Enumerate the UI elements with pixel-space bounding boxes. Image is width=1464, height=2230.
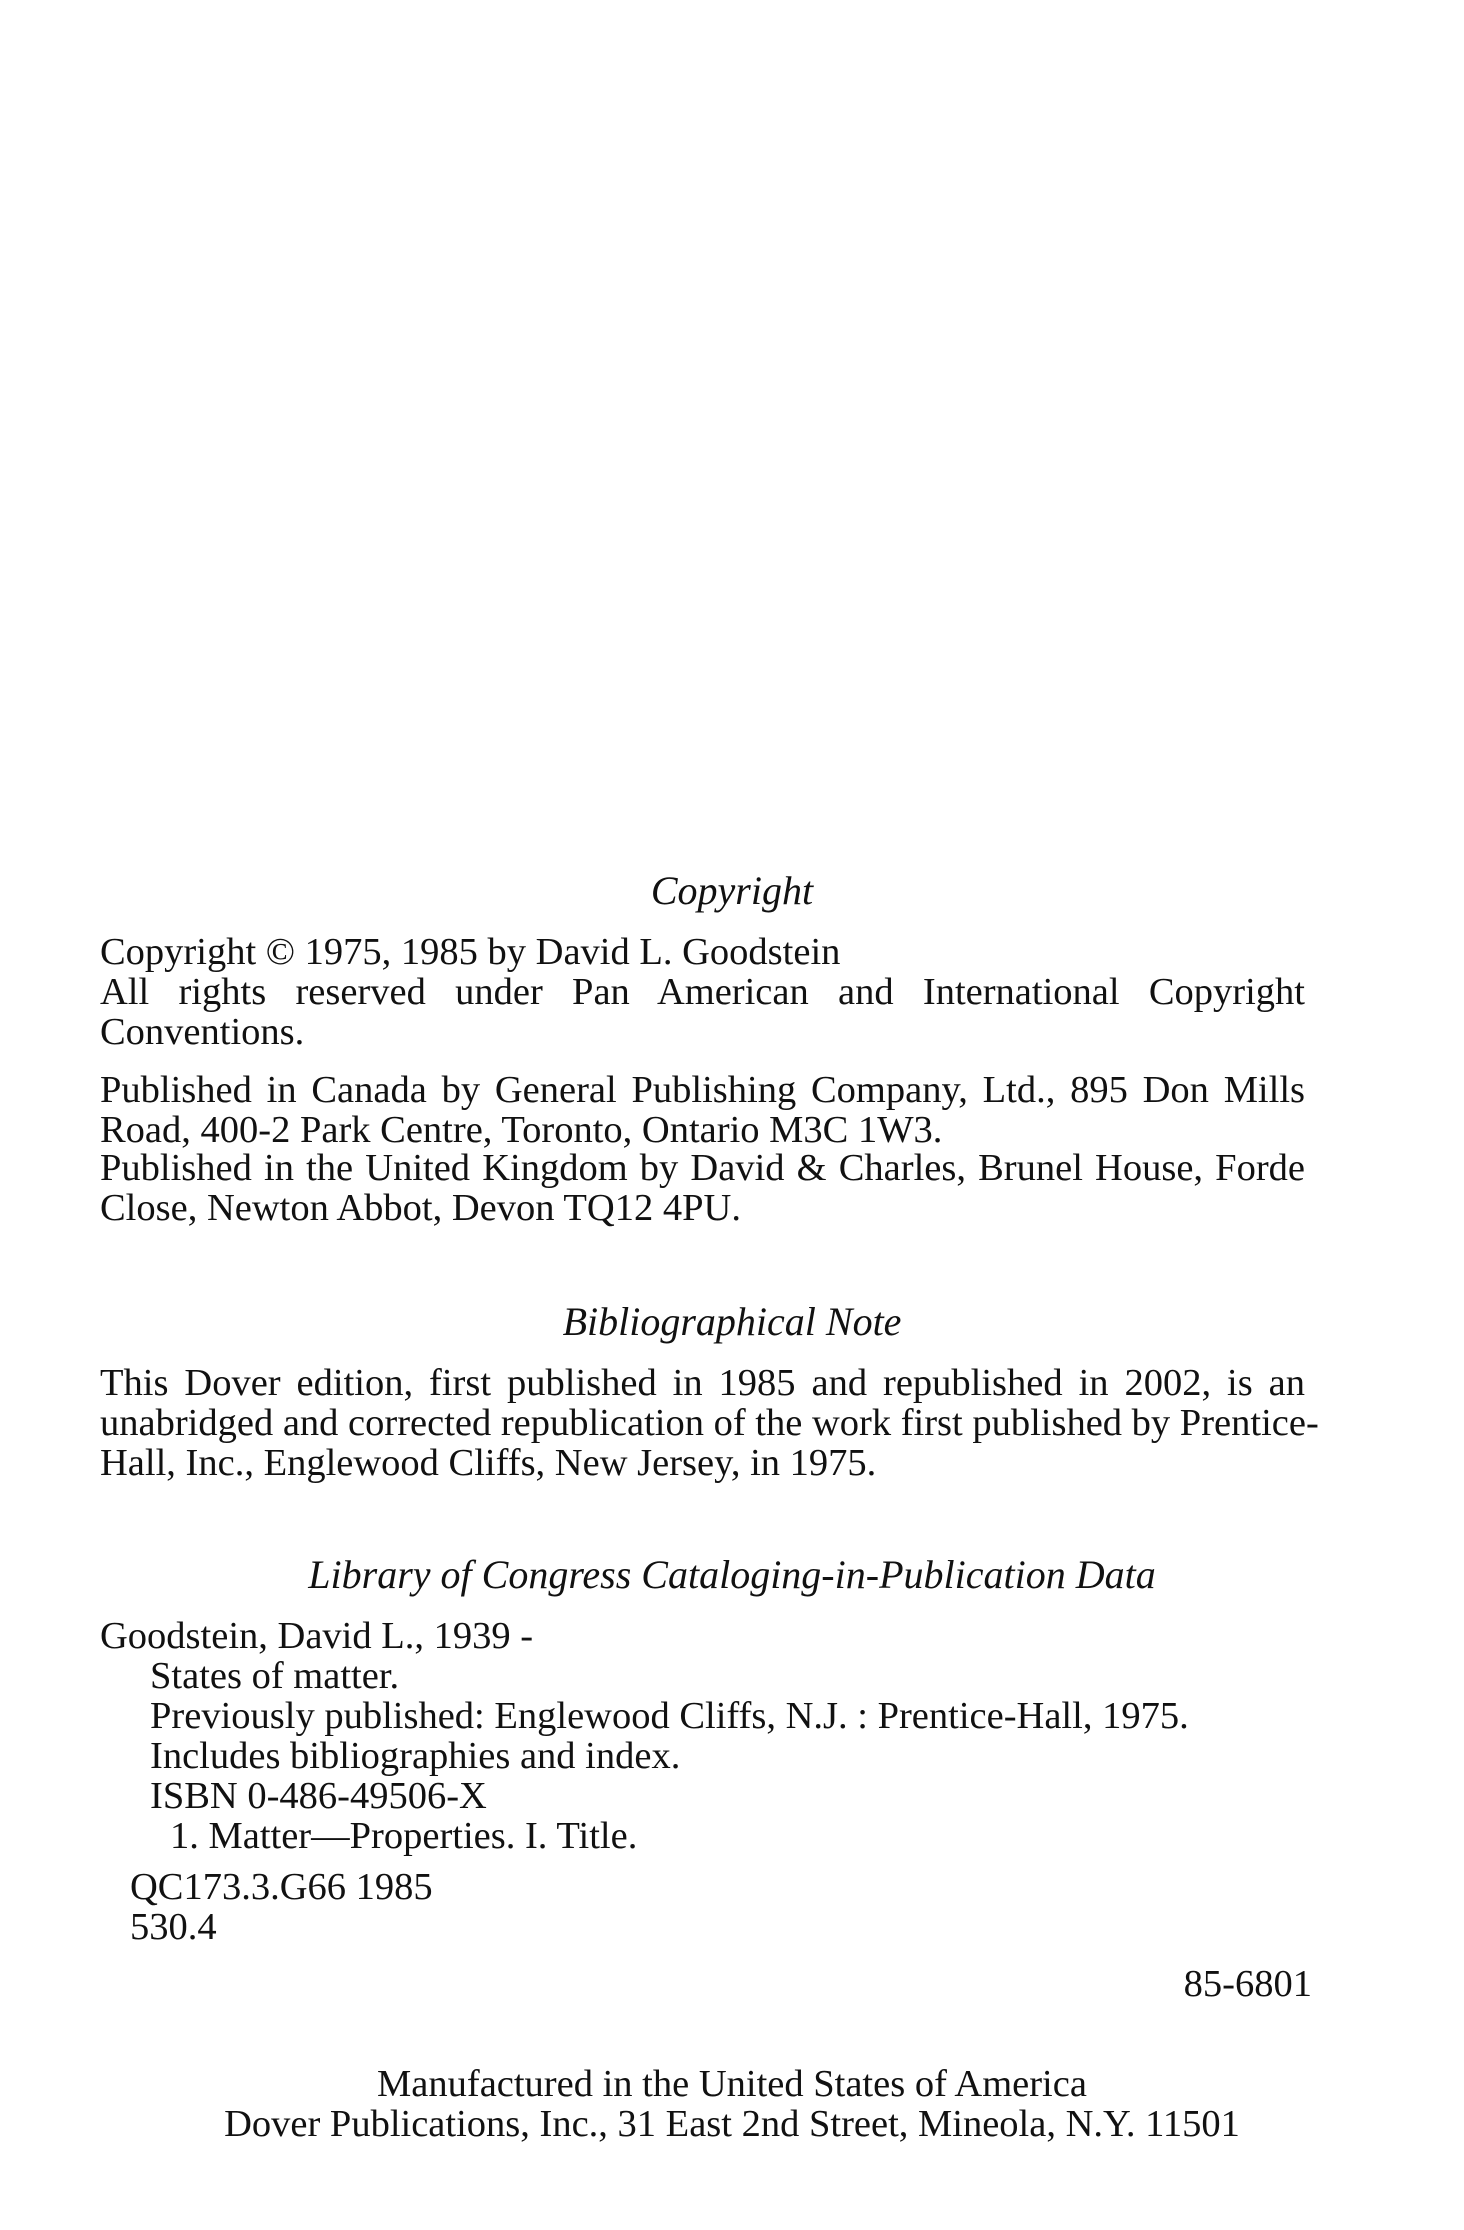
cip-heading: Library of Congress Cataloging-in-Publication Data bbox=[308, 1552, 1156, 1597]
manufactured-line: Manufactured in the United States of America bbox=[377, 2063, 1087, 2105]
canada-publisher-line-1: Published in Canada by General Publishing Company, Ltd., 895 Don Mills bbox=[100, 1069, 1305, 1111]
copyright-heading: Copyright bbox=[650, 868, 814, 913]
bibliographical-note-paragraph bbox=[100, 1362, 1319, 1484]
uk-publisher-line-2: Close, Newton Abbot, Devon TQ12 4PU. bbox=[100, 1187, 741, 1229]
cip-isbn: ISBN 0-486-49506-X bbox=[150, 1775, 487, 1817]
cip-includes: Includes bibliographies and index. bbox=[150, 1735, 681, 1777]
copyright-notice: Copyright © 1975, 1985 by David L. Goodstein bbox=[100, 931, 841, 973]
cip-lccn: 85-6801 bbox=[1183, 1963, 1312, 2005]
publisher-address-line: Dover Publications, Inc., 31 East 2nd Street, Mineola, N.Y. 11501 bbox=[224, 2103, 1240, 2145]
cip-lc-class: QC173.3.G66 1985 bbox=[130, 1866, 433, 1908]
cip-author: Goodstein, David L., 1939 - bbox=[100, 1615, 534, 1657]
conventions-line: Conventions. bbox=[100, 1011, 305, 1053]
bibliographical-note-line-2: unabridged and corrected republication of the work first published by Prentice- bbox=[100, 1402, 1319, 1444]
uk-publisher-line-1: Published in the United Kingdom by David & Charles, Brunel House, Forde bbox=[100, 1147, 1305, 1189]
rights-reserved-line: All rights reserved under Pan American and International Copyright bbox=[100, 971, 1305, 1013]
cip-previously-published: Previously published: Englewood Cliffs, N.J. : Prentice-Hall, 1975. bbox=[150, 1695, 1189, 1737]
canada-publisher-paragraph bbox=[100, 1070, 1305, 1150]
bibliographical-note-heading: Bibliographical Note bbox=[562, 1299, 902, 1344]
cip-subjects: 1. Matter—Properties. I. Title. bbox=[170, 1815, 638, 1857]
canada-publisher-line-2: Road, 400-2 Park Centre, Toronto, Ontario M3C 1W3. bbox=[100, 1109, 943, 1151]
bibliographical-note-line-1: This Dover edition, first published in 1985 and republished in 2002, is an bbox=[100, 1362, 1305, 1404]
cip-title: States of matter. bbox=[150, 1655, 400, 1697]
bibliographical-note-line-3: Hall, Inc., Englewood Cliffs, New Jersey, in 1975. bbox=[100, 1442, 877, 1484]
cip-dewey: 530.4 bbox=[130, 1906, 217, 1948]
cip-call-numbers bbox=[130, 1867, 730, 1947]
cip-record bbox=[100, 1616, 1305, 1856]
uk-publisher-paragraph bbox=[100, 1148, 1305, 1228]
copyright-section bbox=[100, 932, 1305, 1052]
